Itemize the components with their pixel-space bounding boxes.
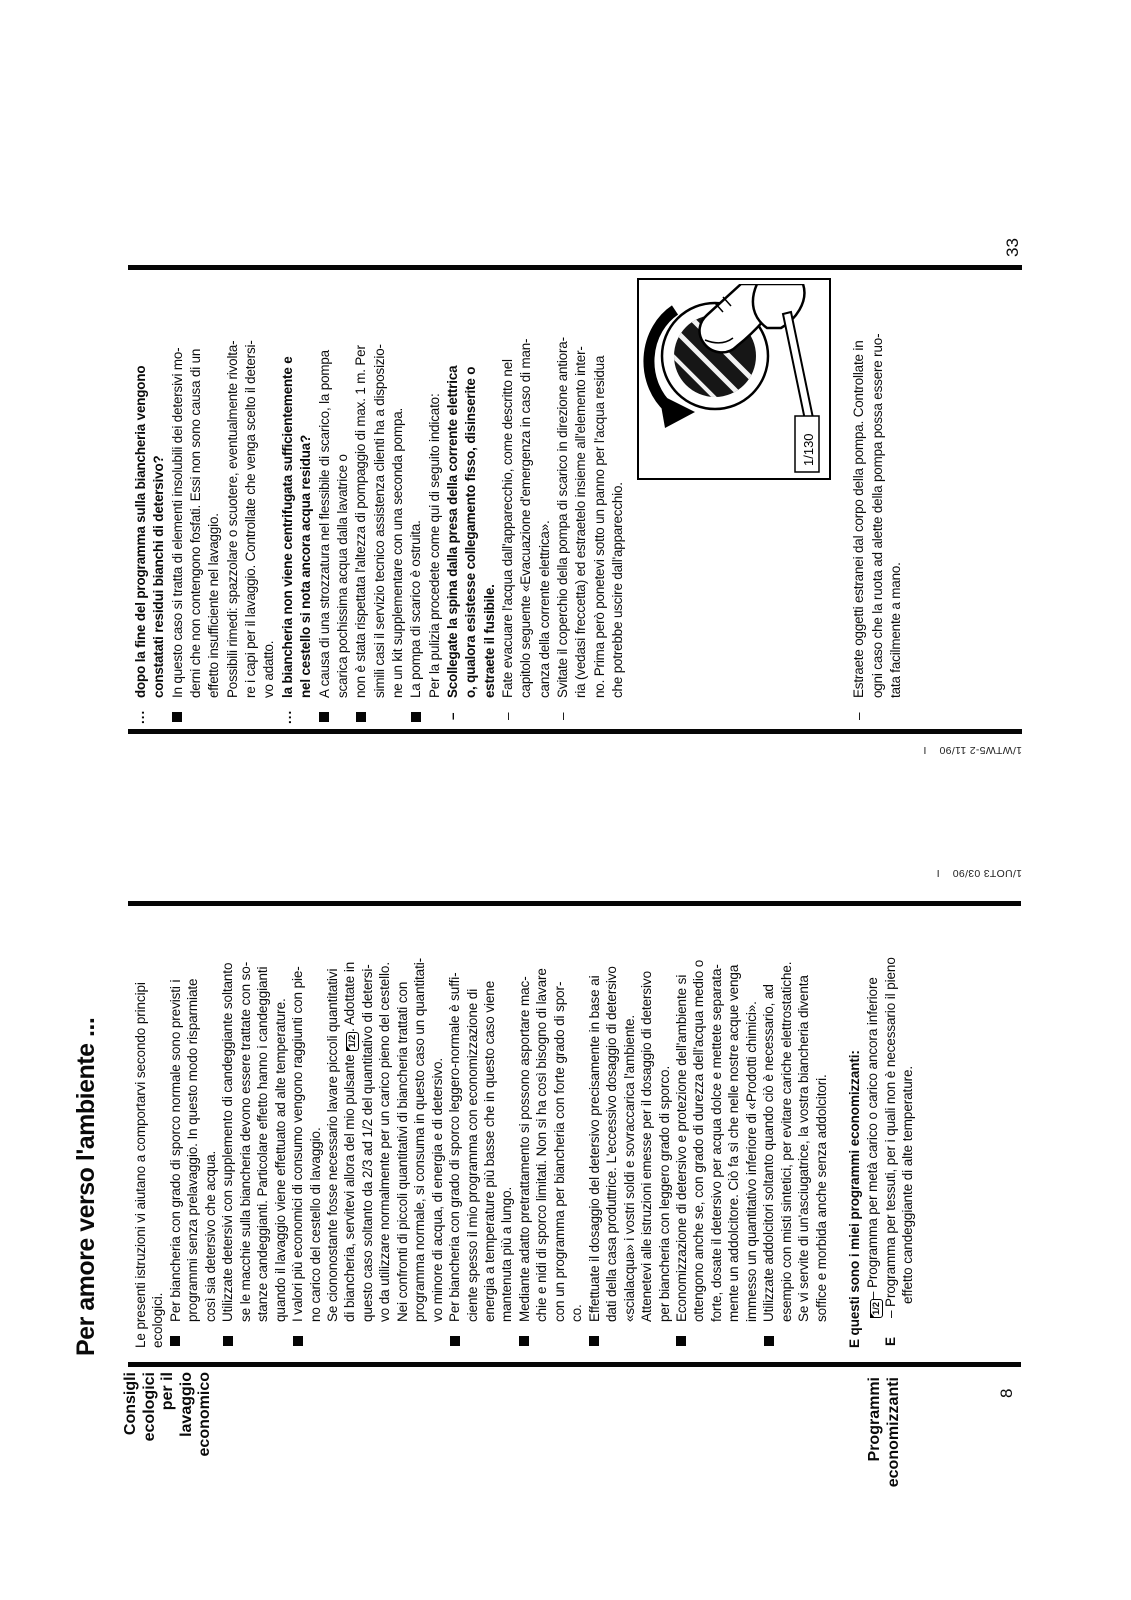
- text-line: «scialacqua» i vostri soldi e sovraccarica l'ambiente.: [621, 1014, 637, 1322]
- text-line: questo caso soltanto da 2/3 ad 1/2 del quantitativo di detersi-: [359, 964, 375, 1322]
- text-line: ecologici: [140, 1372, 158, 1442]
- text-line: forte, dosate il detersivo per acqua dolce e mettete separata-: [708, 964, 724, 1322]
- dots-marker: ...: [132, 709, 147, 724]
- text-line: canza della corrente elettrica».: [536, 520, 552, 698]
- text-line: no carico del cestello di lavaggio.: [307, 1127, 323, 1322]
- text-line: Consigli: [122, 1372, 139, 1436]
- text-line: economico: [196, 1372, 214, 1457]
- text-line: ecologici.: [150, 1292, 166, 1348]
- text-line: quando il lavaggio viene effettuato ad alte temperature.: [272, 998, 288, 1322]
- text-line: effetto candeggiante di alte temperature.: [900, 1065, 916, 1304]
- text-line: co.: [569, 1304, 585, 1322]
- text-line: lavaggio: [177, 1372, 195, 1437]
- text-line: E questi sono i miei programmi economizzanti:: [847, 1050, 862, 1348]
- text-line: capitolo seguente «Evacuazione d'emergenza in caso di man-: [518, 338, 534, 698]
- text-line: per il: [159, 1372, 177, 1411]
- text-line: no. Prima però ponetevi sotto un panno per l'acqua residua: [591, 355, 607, 698]
- bullet-square-icon: [319, 712, 329, 722]
- text-line: Nei confronti di piccoli quantitativi di biancheria trattati con: [394, 981, 410, 1322]
- dash-marker: –: [444, 712, 460, 720]
- bullet-square-icon: [450, 1336, 460, 1346]
- print-code-left-page: 1/UOT3 03/90 I: [936, 867, 1022, 879]
- text-line: Per la pulizia procedete come qui di seguito indicato:: [426, 393, 442, 698]
- text-line: I valori più economici di consumo vengono raggiunti con pie-: [289, 898, 306, 1348]
- pump-drawing: [639, 284, 825, 478]
- text-line: In questo caso si tratta di elementi insolubili dei detersivi mo-: [169, 266, 186, 724]
- bullet-square-icon: [519, 1336, 529, 1346]
- text-line: che potrebbe uscire dall'apparecchio.: [610, 482, 626, 698]
- pump-illustration: [637, 278, 831, 480]
- text-line: E – Programma per tessuti, per i quali non è necessario il pieno: [882, 957, 898, 1346]
- text-line: vo minore di acqua, di energia e di detersivo.: [429, 1057, 445, 1322]
- text-line: con un programma per biancheria con forte grado di spor-: [551, 981, 567, 1322]
- dash-marker: –: [851, 712, 866, 720]
- bullet-square-icon: [411, 712, 421, 722]
- text-line: Per biancheria con grado di sporco leggero-normale è suffi-: [446, 898, 463, 1348]
- text-line: Per biancheria con grado di sporco normale sono previsti i: [167, 898, 184, 1348]
- dots-marker: ...: [278, 709, 294, 724]
- page-title: Per amore verso l'ambiente ...: [72, 1017, 100, 1356]
- part-label: 1/130: [801, 433, 816, 466]
- bullet-square-icon: [764, 1336, 774, 1346]
- text-line: Le presenti istruzioni vi aiutano a comportarvi secondo principi: [133, 982, 148, 1348]
- text-line: non è stata rispettata l'altezza di pompaggio di max. 1 m. Per: [352, 266, 369, 724]
- text-line: programma normale, si consuma in questo caso un quantitati-: [412, 957, 428, 1322]
- dash-marker: –: [555, 712, 571, 720]
- text-line: ne un kit supplementare con una seconda pompa.: [389, 407, 405, 698]
- text-line: – Estraete oggetti estranei dal corpo della pompa. Controllate in: [851, 340, 866, 720]
- text-line: tata facilmente a mano.: [888, 562, 903, 698]
- text-line: constatati residui bianchi di detersivo?: [151, 455, 167, 698]
- bullet-square-icon: [172, 712, 182, 722]
- text-line: nel cestello si nota ancora acqua residua?: [298, 434, 314, 698]
- text-line: di biancheria, servitevi allora del mio pulsante 1/2. Adottate in: [342, 961, 359, 1322]
- text-line: Se ciononostante fosse necessario lavare piccoli quantitativi: [324, 968, 340, 1322]
- text-line: A causa di una strozzatura nel flessibile di scarico, la pompa: [316, 266, 333, 724]
- page33-left-rule: [128, 730, 1022, 735]
- text-line: ... la biancheria non viene centrifugata sufficientemente e: [278, 356, 295, 724]
- text-line: o, qualora esistesse collegamento fisso, disinserite o: [463, 366, 479, 698]
- text-line: Programmi: [866, 1377, 883, 1462]
- text-line: soffice e morbida anche senza addolcitori.: [813, 1074, 829, 1322]
- print-code-right-page: 1/WTW5-2 11/90 I: [923, 744, 1022, 756]
- bullet-square-icon: [589, 1336, 599, 1346]
- half-load-button-icon: 1/2: [870, 1299, 883, 1318]
- page-number-8: 8: [997, 1388, 1016, 1398]
- text-line: ... dopo la fine del programma sulla biancheria vengono: [132, 365, 148, 724]
- text-line: energia a temperature più basse che in questo caso viene: [482, 980, 497, 1322]
- text-line: derni che non contengono fosfati. Essi non sono causa di un: [188, 348, 204, 698]
- bullet-square-icon: [293, 1336, 303, 1346]
- page-number-33: 33: [1003, 238, 1022, 257]
- text-line: ogni caso che la ruota ad alette della pompa possa essere ruo-: [869, 333, 885, 698]
- program-e-label: E: [882, 1337, 898, 1346]
- text-line: – Scollegate la spina dalla presa della corrente elettrica: [444, 365, 460, 720]
- text-line: Utilizzate detersivi con supplemento di candeggiante soltanto: [219, 898, 236, 1348]
- text-line: programmi senza prelavaggio. In questo modo risparmiate: [185, 978, 201, 1322]
- text-line: ria (vedasi freccetta) ed estraetelo insieme all'elemento inter-: [573, 346, 589, 698]
- bullet-square-icon: [223, 1336, 233, 1346]
- text-line: re i capi per il lavaggio. Controllate che venga scelto il detersi-: [243, 340, 259, 698]
- text-line: ciente spesso il mio programma con economizzazione di: [464, 988, 480, 1322]
- text-line: ottengono anche se, con grado di durezza dell'acqua medio o: [691, 959, 707, 1322]
- dash-marker: –: [500, 712, 515, 720]
- text-line: Attenetevi alle istruzioni emesse per il dosaggio di detersivo: [639, 971, 655, 1322]
- text-line: se le macchie sulla biancheria devono essere trattate con so-: [237, 961, 253, 1322]
- part-leader-line: [783, 312, 813, 420]
- text-line: mente un addolcitore. Ciò fa sì che nelle nostre acque venga: [726, 964, 742, 1322]
- text-line: 1/2– Programma per metà carico o carico ancora inferiore: [864, 898, 881, 1348]
- text-line: Mediante adatto pretrattamento si possono asportare mac-: [516, 898, 533, 1348]
- text-line: Effettuate il dosaggio del detersivo precisamente in base ai: [586, 898, 603, 1348]
- page8-left-rule: [128, 1363, 1021, 1368]
- text-line: scarica pochissima acqua dalla lavatrice o: [334, 454, 350, 698]
- text-line: vo da utilizzare normalmente per un carico pieno del cestello.: [377, 962, 393, 1322]
- text-line: effetto insufficiente nel lavaggio.: [206, 513, 222, 698]
- text-line: – Fate evacuare l'acqua dall'apparecchio, come descritto nel: [500, 359, 515, 720]
- bullet-square-icon: [356, 712, 366, 722]
- text-line: mantenuta più a lungo.: [499, 1186, 515, 1322]
- text-line: economizzanti: [884, 1377, 902, 1488]
- text-line: simili casi il servizio tecnico assistenza clienti ha a disposizio-: [371, 344, 387, 698]
- text-line: Economizzazione di detersivo e protezione dell'ambiente si: [673, 898, 690, 1348]
- text-line: dati della casa produttrice. L'eccessivo dosaggio di detersivo: [604, 966, 620, 1322]
- text-line: – Svitate il coperchio della pompa di scarico in direzione antiora-: [555, 337, 571, 720]
- text-line: Possibili rimedi: spazzolare o scuotere, eventualmente rivolta-: [224, 340, 240, 698]
- text-line: per biancheria con leggero grado di sporco.: [656, 1065, 672, 1322]
- text-line: Se vi servite di un'asciugatrice, la vostra biancheria diventa: [796, 975, 812, 1322]
- text-line: chie e nidi di sporco limitati. Non si ha così bisogno di lavare: [534, 968, 550, 1322]
- half-load-button-icon: 1/2: [346, 1032, 359, 1051]
- text-line: stanze candeggianti. Particolare effetto hanno i candeggianti: [255, 966, 271, 1322]
- text-line: Utilizzate addolcitori soltanto quando ciò è necessario, ad: [760, 898, 777, 1348]
- text-line: La pompa di scarico è ostruita.: [407, 266, 424, 724]
- text-line: vo adatto.: [261, 640, 277, 698]
- bullet-square-icon: [676, 1336, 686, 1346]
- text-line: esempio con misti sintetici, per evitare cariche elettrostatiche.: [778, 961, 794, 1322]
- text-line: così sia detersivo che acqua.: [202, 1150, 218, 1322]
- bullet-square-icon: [170, 1336, 180, 1346]
- text-line: immesso un quantitativo inferiore di «Prodotti chimici».: [743, 1001, 759, 1322]
- text-line: estraete il fusibile.: [481, 584, 497, 698]
